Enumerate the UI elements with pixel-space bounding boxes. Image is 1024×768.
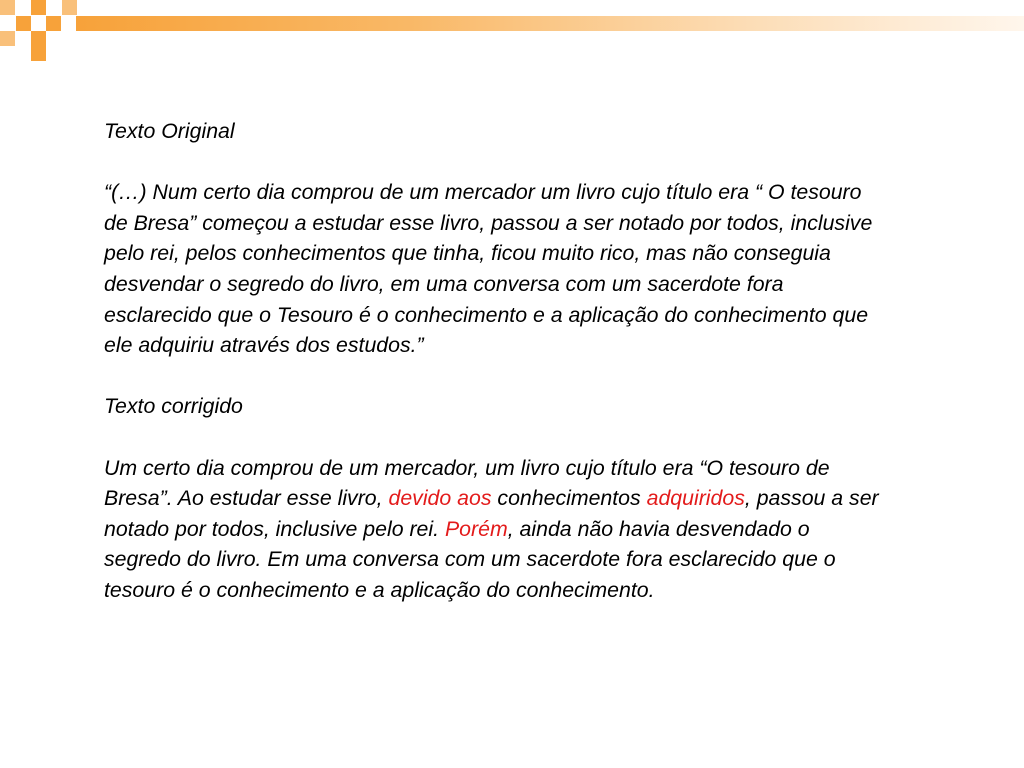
- deco-square: [62, 0, 77, 15]
- correction-highlight: devido aos: [388, 486, 492, 511]
- slide-body: [104, 116, 884, 606]
- deco-square: [0, 0, 15, 15]
- correction-highlight: adquiridos: [646, 486, 745, 511]
- spacer: [104, 422, 884, 453]
- deco-square: [31, 31, 46, 46]
- deco-square: [16, 16, 31, 31]
- deco-square: [31, 0, 46, 15]
- deco-square: [31, 46, 46, 61]
- corrected-text: [104, 453, 884, 606]
- heading-corrected: Texto corrigido: [104, 394, 243, 419]
- header-gradient-bar: [76, 16, 1024, 31]
- corrected-text-part: conhecimentos: [491, 486, 647, 511]
- spacer: [104, 361, 884, 392]
- deco-square: [46, 16, 61, 31]
- corrected-text-part: Um certo dia comprou de um mercador, um livro cujo título era “O tesouro de Bresa”. Ao estudar esse livro,: [104, 455, 830, 511]
- spacer: [104, 147, 884, 178]
- corrected-text-part: , ainda não havia desvendado o segredo do livro. Em uma conversa com um sacerdote fora esclarecido que o tesouro é o conhecimento e a aplicação do conhecimento.: [104, 516, 836, 602]
- corrected-text-part: , passou a ser notado por todos, inclusive pelo rei.: [104, 486, 879, 541]
- heading-original: Texto Original: [104, 119, 235, 143]
- deco-square: [0, 31, 15, 46]
- correction-highlight: Porém: [444, 516, 508, 541]
- original-text: “(…) Num certo dia comprou de um mercador um livro cujo título era “ O tesouro de Bresa” começou a estudar esse livro, passou a ser notado por todos, inclusive pelo rei, pelos conhecimentos que tinha, ficou muito rico, mas não conseguia desvendar o segredo do livro, em uma conversa com um sacerdote fora esclarecido que o Tesouro é o conhecimento e a aplicação do conhecimento que ele adquiriu através dos estudos.”: [104, 180, 873, 358]
